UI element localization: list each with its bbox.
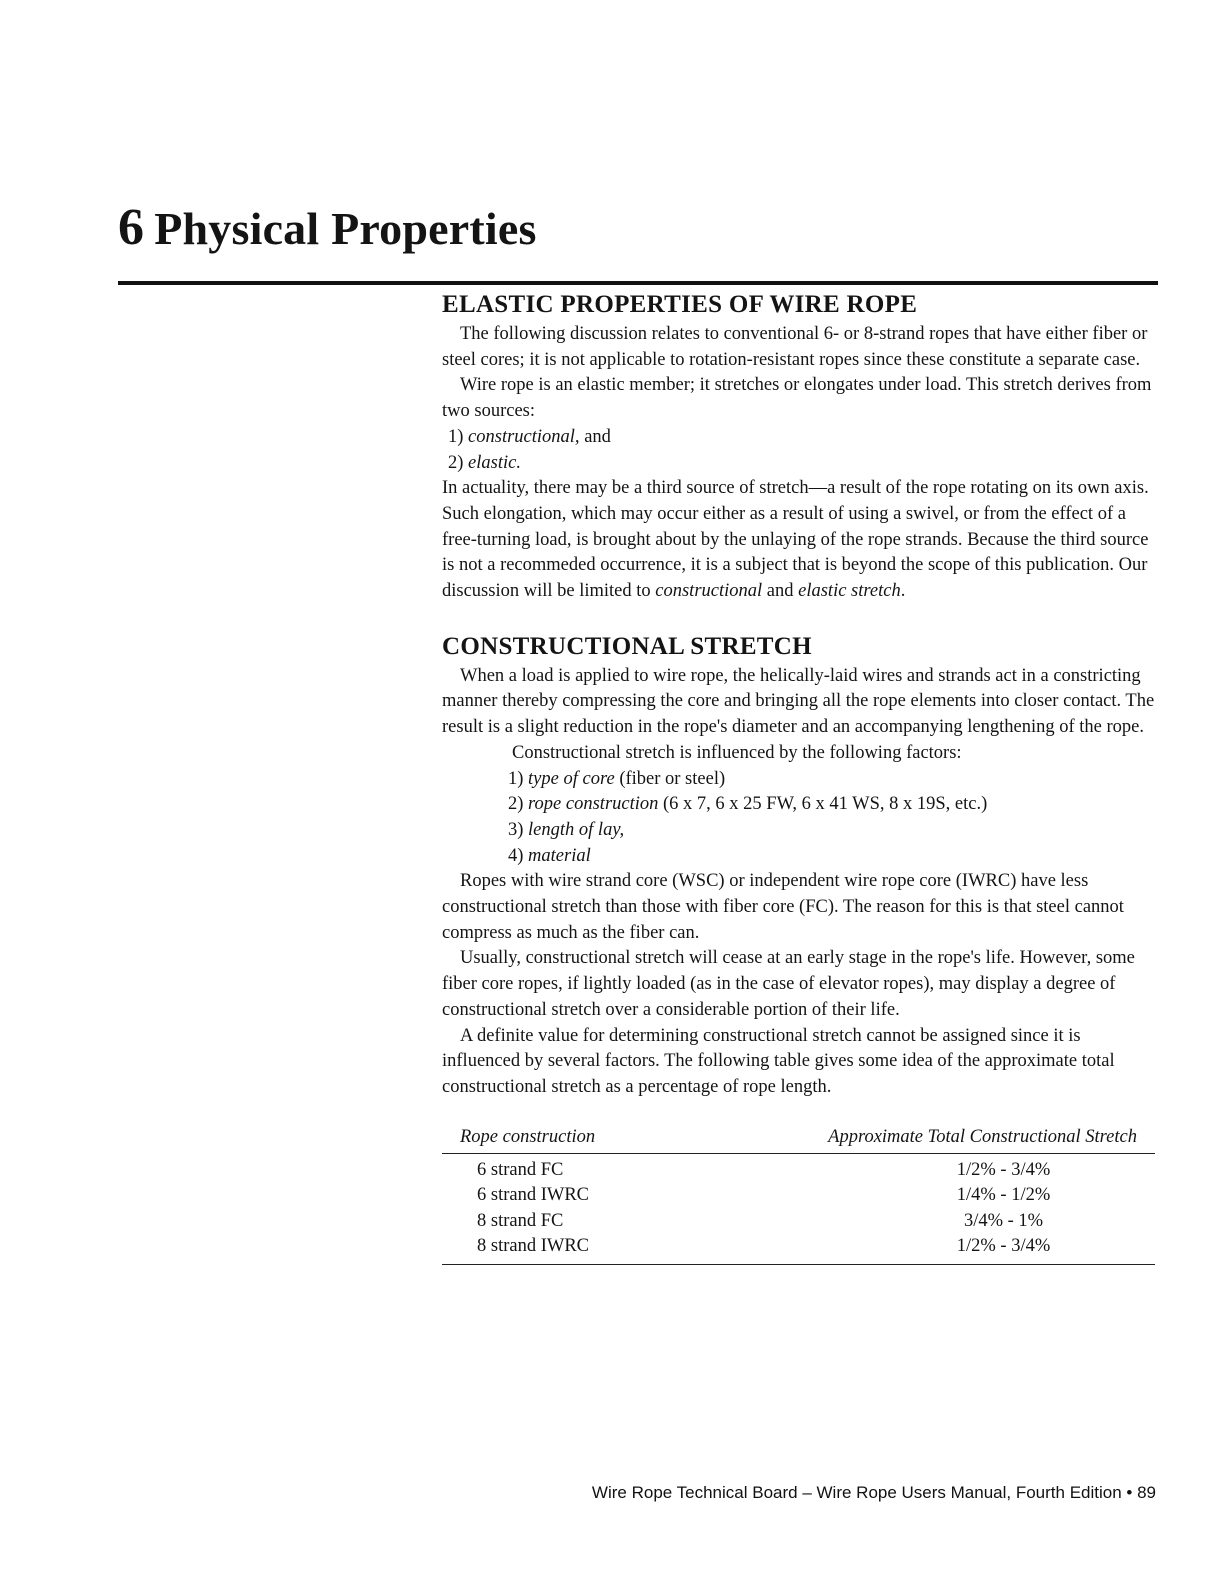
list-item: 1) type of core (fiber or steel) xyxy=(508,768,726,789)
paragraph: A definite value for determining constructional stretch cannot be assigned since it is influenced by several factors. The following table gives some idea of the approximate total constructional stretch as a percentage of rope length. xyxy=(442,1025,1115,1097)
paragraph: When a load is applied to wire rope, the helically-laid wires and strands act in a constricting manner thereby compressing the core and bringing all the rope elements into closer contact. The result is a slight reduction in the rope's diameter and an accompanying lengthening of the rope. xyxy=(442,665,1155,738)
paragraph: Ropes with wire strand core (WSC) or independent wire rope core (IWRC) have less constructional stretch than those with fiber core (FC). The reason for this is that steel cannot compress as much as the fiber can. xyxy=(442,871,1124,943)
list-item: 3) length of lay, xyxy=(508,819,625,840)
table-cell: 8 strand IWRC xyxy=(477,1236,590,1257)
column-header-stretch: Approximate Total Constructional Stretch xyxy=(828,1127,1137,1148)
list-item: 1) constructional, and xyxy=(448,426,611,447)
page-footer: Wire Rope Technical Board – Wire Rope Users Manual, Fourth Edition • 89 xyxy=(591,1483,1156,1502)
list-item: 4) material xyxy=(508,845,591,866)
table-cell: 6 strand IWRC xyxy=(477,1185,590,1206)
list-item: 2) rope construction (6 x 7, 6 x 25 FW, 6 x 41 WS, 8 x 19S, etc.) xyxy=(508,794,988,815)
table-cell: 1/2% - 3/4% xyxy=(956,1236,1051,1257)
chapter-title-text: Physical Properties xyxy=(154,203,537,254)
chapter-number: 6 xyxy=(118,199,145,256)
table-cell: 8 strand FC xyxy=(477,1210,564,1231)
table-row xyxy=(442,1234,1155,1260)
paragraph: In actuality, there may be a third source of stretch—a result of the rope rotating on its own axis. Such elongation, which may occur either as a result of using a swivel, or from the effect of a free-turning load, is brought about by the unlaying of the rope strands. Because the third source is not a recommeded occurrence, it is a subject that is beyond the scope of this publication. Our discussion will be limited to constructional and elastic stretch. xyxy=(442,478,1149,602)
page-content xyxy=(442,288,1158,1265)
table-cell: 1/2% - 3/4% xyxy=(956,1159,1051,1180)
table-cell: 1/4% - 1/2% xyxy=(956,1185,1051,1206)
paragraph: Usually, constructional stretch will cease at an early stage in the rope's life. However, some fiber core ropes, if lightly loaded (as in the case of elevator ropes), may display a degree of constructional stretch over a considerable portion of their life. xyxy=(442,948,1135,1020)
table-header xyxy=(442,1123,1155,1154)
column-header-rope-construction: Rope construction xyxy=(460,1127,596,1148)
list-item: 2) elastic. xyxy=(448,452,521,473)
chapter-title xyxy=(118,198,537,257)
table-row xyxy=(442,1183,1155,1209)
paragraph: Wire rope is an elastic member; it stretches or elongates under load. This stretch derives from two sources: xyxy=(442,375,1152,422)
paragraph: Constructional stretch is influenced by the following factors: xyxy=(512,742,962,763)
section-heading-constructional-stretch: CONSTRUCTIONAL STRETCH xyxy=(442,632,812,660)
chapter-rule xyxy=(118,281,1158,285)
section-heading-elastic-properties: ELASTIC PROPERTIES OF WIRE ROPE xyxy=(442,291,918,318)
table-row xyxy=(442,1209,1155,1235)
table-body xyxy=(442,1154,1155,1265)
table-cell: 3/4% - 1% xyxy=(963,1210,1044,1231)
table-row xyxy=(442,1158,1155,1184)
table-cell: 6 strand FC xyxy=(477,1159,564,1180)
paragraph: The following discussion relates to conventional 6- or 8-strand ropes that have either fiber or steel cores; it is not applicable to rotation-resistant ropes since these constitute a separate case. xyxy=(442,324,1148,370)
stretch-table xyxy=(442,1123,1155,1265)
